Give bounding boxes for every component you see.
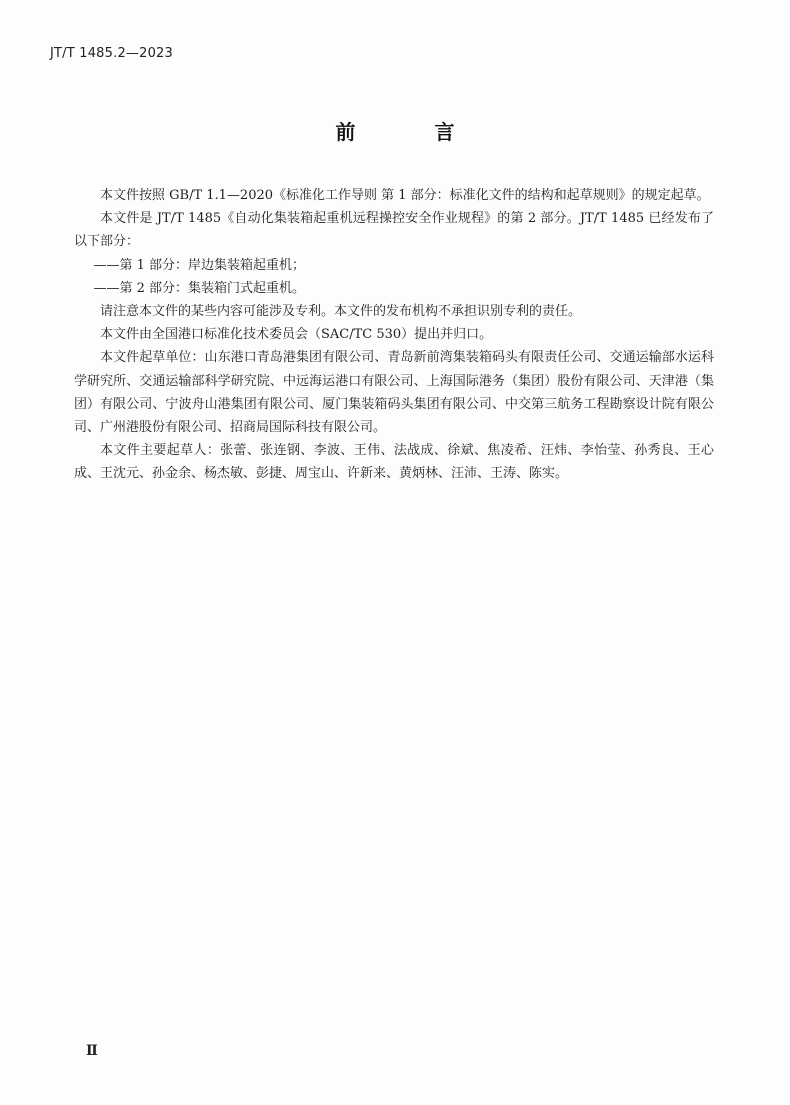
paragraph-drafting-units: 本文件起草单位：山东港口青岛港集团有限公司、青岛新前湾集装箱码头有限责任公司、交通运输部水运科学研究所、交通运输部科学研究院、中远海运港口有限公司、上海国际港务（集团）股份有限公司、天津港（集团）有限公司、宁波舟山港集团有限公司、厦门集装箱码头集团有限公司、中交第三航务工程勘察设计院有限公司、广州港股份有限公司、招商局国际科技有限公司。 (74, 350, 714, 436)
page-title: 前 言 (335, 120, 491, 144)
paragraph-part-info: 本文件是 JT/T 1485《自动化集装箱起重机远程操控安全作业规程》的第 2 部分。JT/T 1485 已经发布了以下部分： (74, 211, 714, 250)
list-item-part-2: ——第 2 部分：集装箱门式起重机。 (93, 280, 306, 296)
document-code: JT/T 1485.2—2023 (50, 46, 173, 61)
paragraph-patent-notice: 请注意本文件的某些内容可能涉及专利。本文件的发布机构不承担识别专利的责任。 (100, 304, 582, 320)
page-number: Ⅱ (86, 1043, 98, 1059)
paragraph-drafting-basis: 本文件按照 GB/T 1.1—2020《标准化工作导则 第 1 部分：标准化文件的结构和起草规则》的规定起草。 (100, 188, 710, 203)
paragraph-drafters: 本文件主要起草人：张蕾、张连钢、李波、王伟、法战成、徐斌、焦凌希、汪炜、李怡莹、孙秀良、王心成、王沈元、孙金余、杨杰敏、彭捷、周宝山、许新来、黄炳林、汪沛、王涛、陈实。 (74, 443, 714, 482)
list-item-part-1: ——第 1 部分：岸边集装箱起重机； (93, 257, 306, 273)
foreword-body (74, 184, 714, 486)
paragraph-proposer: 本文件由全国港口标准化技术委员会（SAC/TC 530）提出并归口。 (100, 327, 493, 343)
